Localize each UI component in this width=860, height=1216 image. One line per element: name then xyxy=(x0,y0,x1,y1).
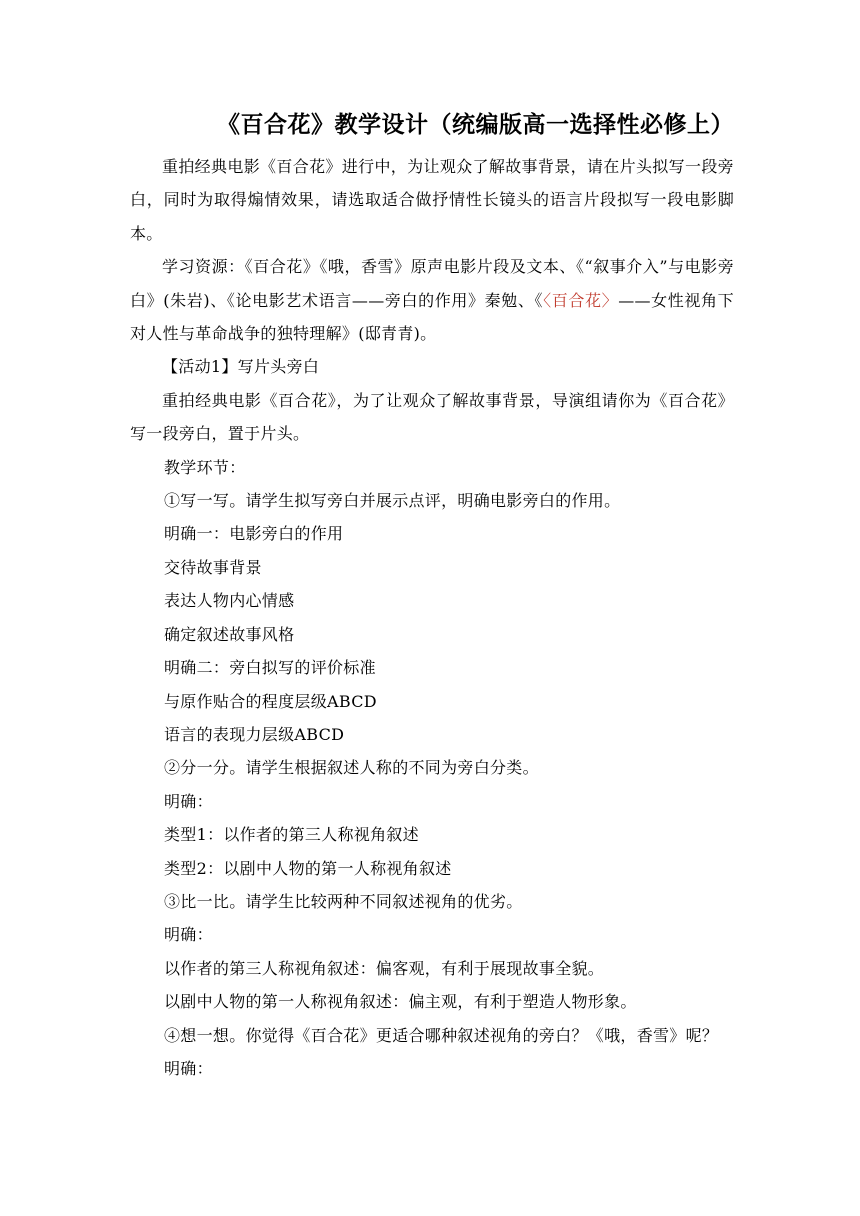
line-criteria-fit: 与原作贴合的程度层级ABCD xyxy=(164,691,377,711)
activity-task-paragraph: 重拍经典电影《百合花》，为了让观众了解故事背景，导演组请你为《百合花》写一段旁白，置于片头。 xyxy=(130,390,734,444)
line-function-background: 交待故事背景 xyxy=(164,557,262,577)
document-page xyxy=(130,108,734,1085)
resources-text-before: 学习资源：《百合花》《哦，香雪》原声电影片段及文本、《“叙事介入”与电影旁白》(朱岩)、《论电影艺术语言——旁白的作用》秦勉、《 xyxy=(130,257,734,310)
line-clarify: 明确： xyxy=(164,791,213,811)
line-function-emotion: 表达人物内心情感 xyxy=(164,591,295,611)
line-clarify: 明确： xyxy=(164,925,213,945)
line-criteria-expression: 语言的表现力层级ABCD xyxy=(164,724,345,744)
line-type-one: 类型1：以作者的第三人称视角叙述 xyxy=(164,825,419,845)
line-clarify-two: 明确二：旁白拟写的评价标准 xyxy=(164,658,376,678)
intro-paragraph: 重拍经典电影《百合花》进行中，为让观众了解故事背景，请在片头拟写一段旁白，同时为取得煽情效果，请选取适合做抒情性长镜头的语言片段拟写一段电影脚本。 xyxy=(130,157,734,243)
line-first-person: 以剧中人物的第一人称视角叙述：偏主观，有利于塑造人物形象。 xyxy=(164,992,637,1012)
line-clarify: 明确： xyxy=(164,1058,213,1078)
line-function-style: 确定叙述故事风格 xyxy=(164,624,295,644)
line-teaching-steps: 教学环节： xyxy=(164,457,246,477)
resources-paragraph xyxy=(130,250,734,350)
line-clarify-one: 明确一：电影旁白的作用 xyxy=(164,524,344,544)
line-third-person: 以作者的第三人称视角叙述：偏客观，有利于展现故事全貌。 xyxy=(164,958,605,978)
resources-highlight: 〈百合花〉 xyxy=(543,290,619,310)
activity-heading: 【活动1】写片头旁白 xyxy=(162,357,320,377)
line-step-write: ①写一写。请学生拟写旁白并展示点评，明确电影旁白的作用。 xyxy=(164,491,621,511)
line-type-two: 类型2：以剧中人物的第一人称视角叙述 xyxy=(164,858,452,878)
line-step-think: ④想一想。你觉得《百合花》更适合哪种叙述视角的旁白？《哦，香雪》呢？ xyxy=(164,1025,719,1045)
document-title: 《百合花》教学设计（统编版高一选择性必修上） xyxy=(217,112,734,138)
resources-text-after: ——女性视角下对人性与革命战争的独特理解》(邸青青)。 xyxy=(130,290,734,344)
line-step-classify: ②分一分。请学生根据叙述人称的不同为旁白分类。 xyxy=(164,758,539,778)
line-step-compare: ③比一比。请学生比较两种不同叙述视角的优劣。 xyxy=(164,891,523,911)
